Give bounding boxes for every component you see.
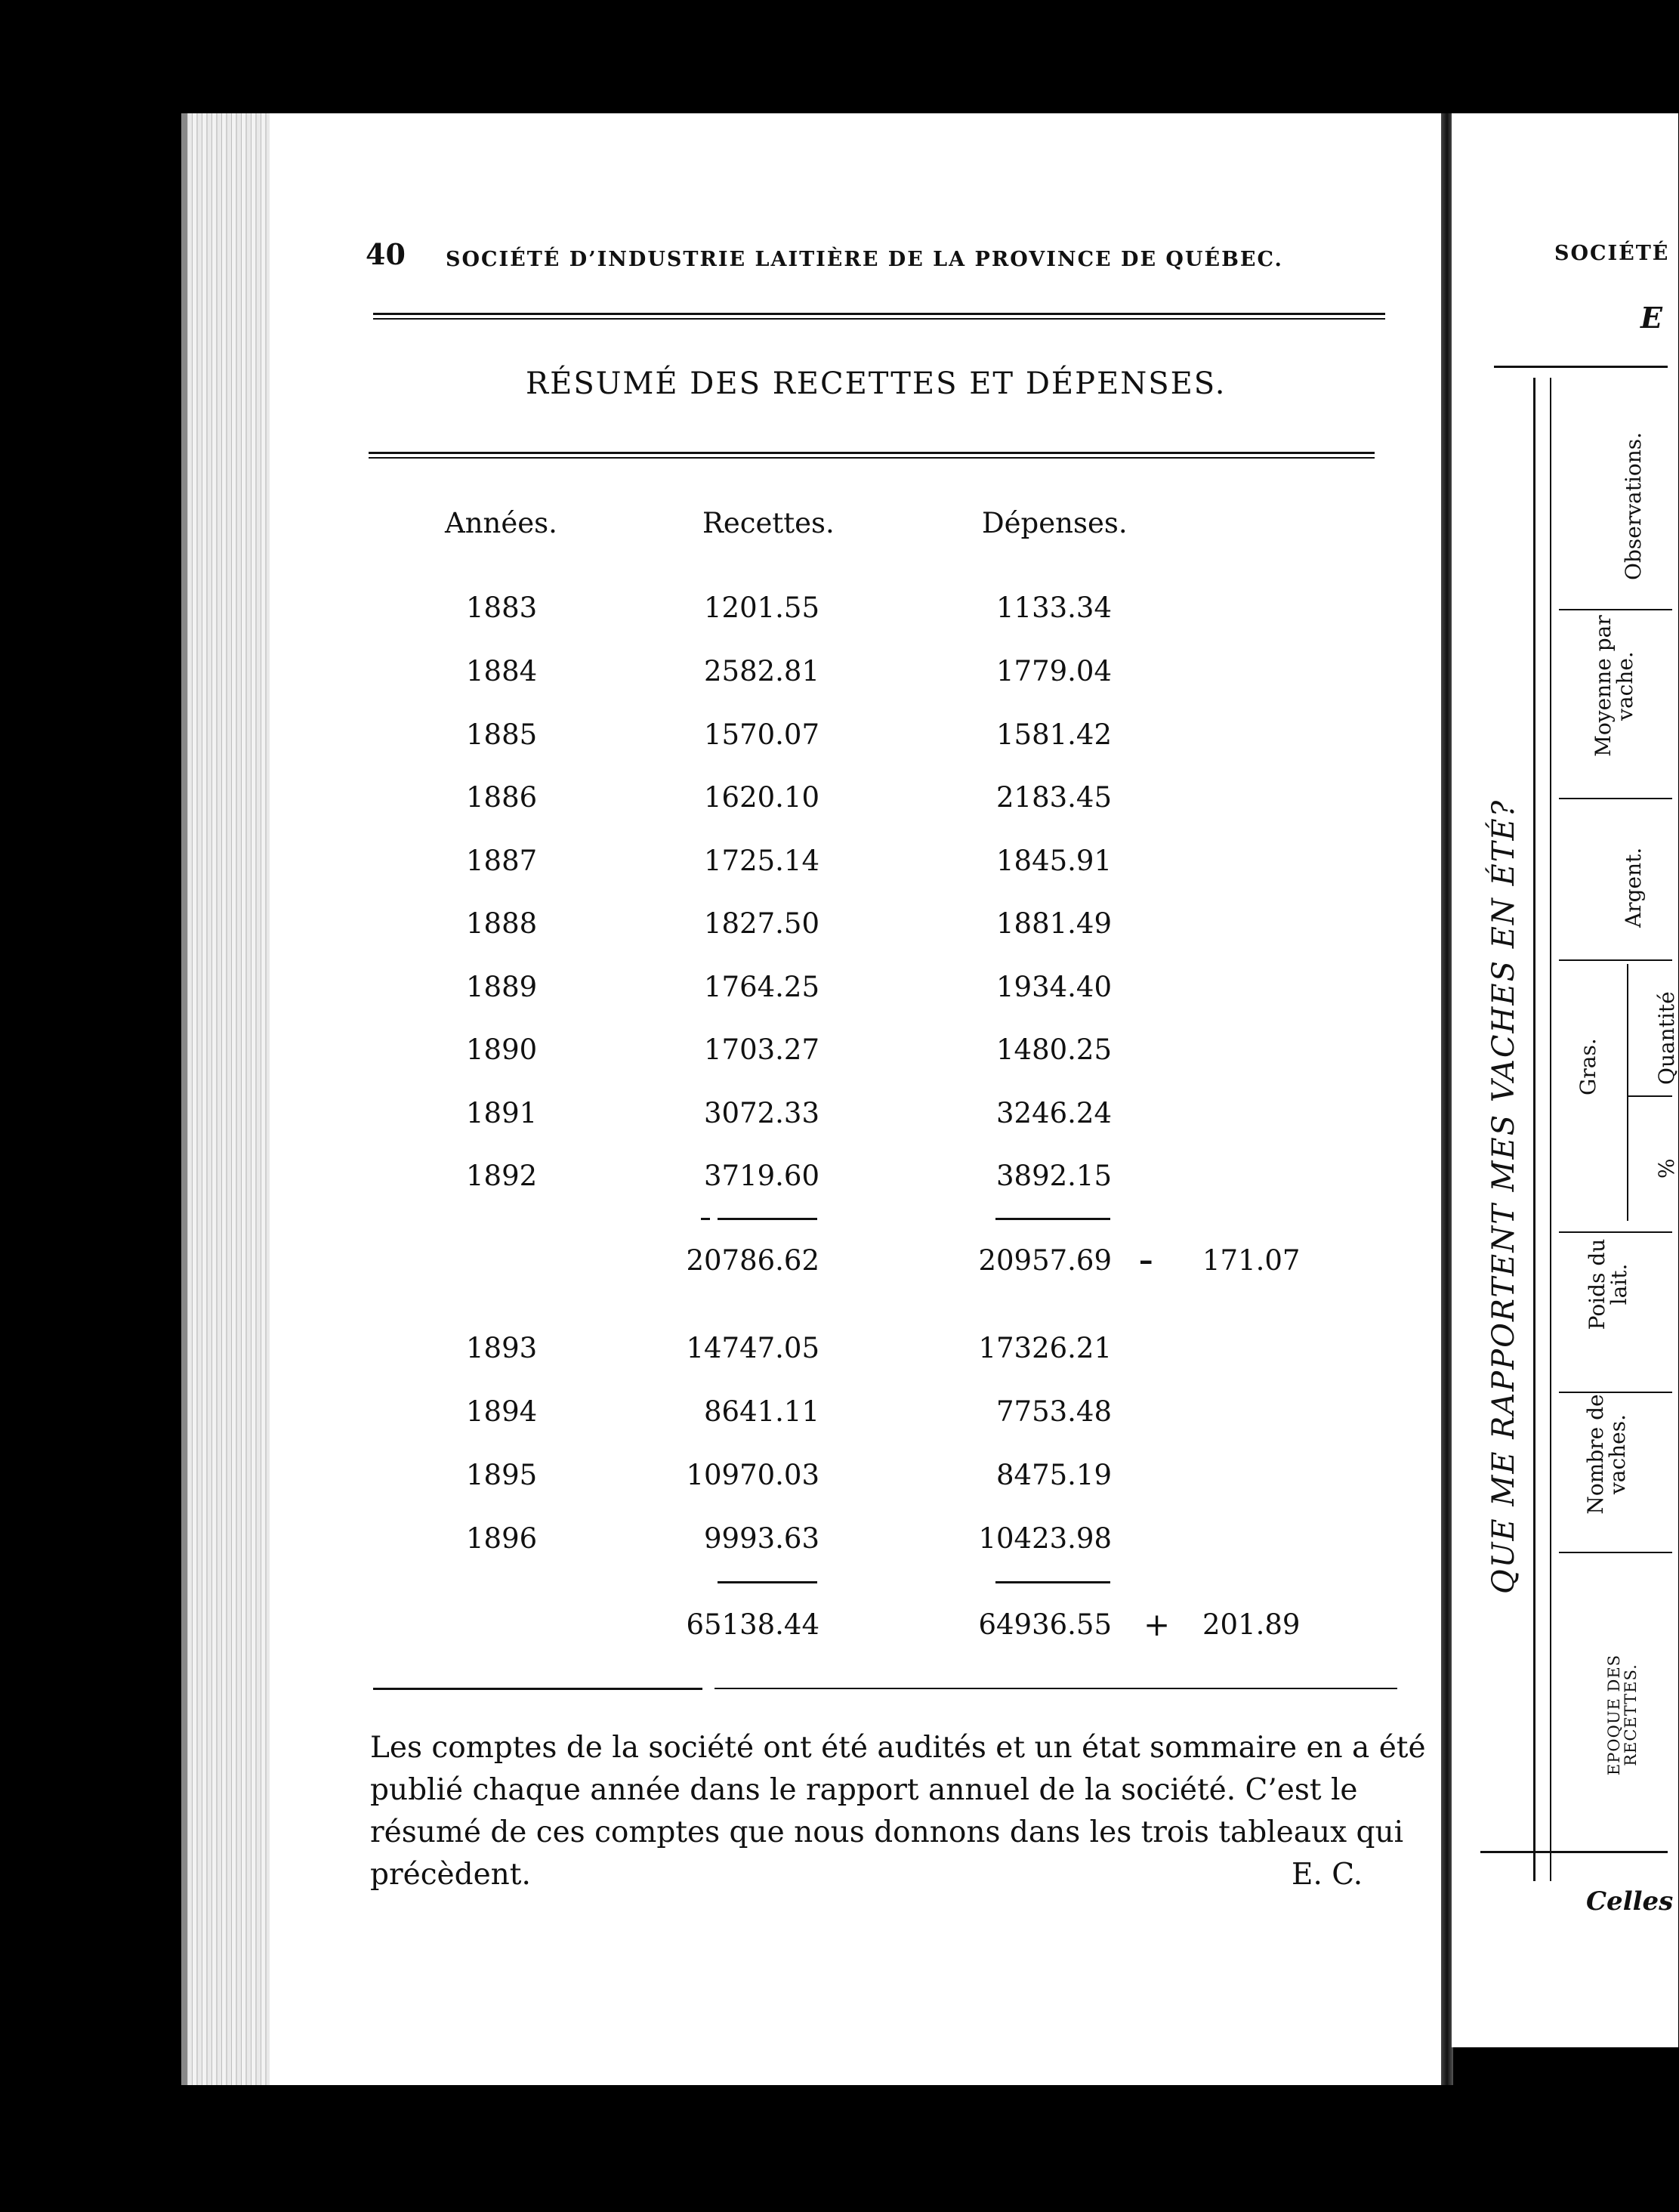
table-frame-left	[1533, 378, 1535, 1881]
paragraph-line: Les comptes de la société ont été audités et un état sommaire en a été	[370, 1731, 1426, 1765]
cell-recettes: 1725.14	[703, 845, 819, 877]
cell-year: 1888	[466, 907, 538, 940]
cell-depenses: 1779.04	[995, 655, 1112, 687]
cell-year: 1893	[466, 1332, 538, 1364]
column-header-recettes: Recettes.	[702, 507, 835, 539]
cell-recettes: 8641.11	[703, 1395, 819, 1428]
page-title: RÉSUMÉ DES RECETTES ET DÉPENSES.	[526, 366, 1227, 401]
right-running-header: SOCIÉTÉ	[1554, 242, 1670, 265]
cell-depenses: 7753.48	[995, 1395, 1112, 1428]
cell-year: 1884	[466, 655, 538, 687]
balance-sign: +	[1144, 1606, 1171, 1643]
cell-depenses: 8475.19	[995, 1459, 1112, 1491]
column-header-annees: Années.	[445, 507, 557, 539]
cell-depenses: 17326.21	[978, 1332, 1112, 1364]
total-balance: 201.89	[1202, 1608, 1301, 1641]
cell-depenses: 1881.49	[995, 907, 1112, 940]
column-header-argent: Argent.	[1621, 847, 1646, 928]
cell-year: 1889	[466, 971, 538, 1003]
table-frame-left-inner	[1550, 378, 1551, 1881]
subtotal-balance: 171.07	[1202, 1244, 1301, 1277]
cell-recettes: 14747.05	[686, 1332, 819, 1364]
sum-rule-recettes	[718, 1218, 817, 1220]
cell-recettes: 1703.27	[703, 1033, 819, 1066]
total-depenses: 64936.55	[978, 1608, 1112, 1641]
sum-rule-depenses	[995, 1581, 1110, 1583]
right-subheader: E	[1640, 301, 1662, 335]
cell-recettes: 1827.50	[703, 907, 819, 940]
cell-recettes: 3072.33	[703, 1097, 819, 1129]
cell-recettes: 3719.60	[703, 1160, 819, 1192]
column-header-gras: Gras.	[1576, 1038, 1600, 1095]
column-header-epoque: EPOQUE DES RECETTES.	[1605, 1654, 1640, 1776]
header-rule-bottom	[373, 318, 1385, 320]
table-divider	[1559, 798, 1672, 799]
cell-recettes: 1620.10	[703, 781, 819, 814]
cell-year: 1894	[466, 1395, 538, 1428]
paragraph-line: résumé de ces comptes que nous donnons dans les trois tableaux qui	[370, 1815, 1404, 1849]
column-header-nombre: Nombre de vaches.	[1583, 1394, 1631, 1515]
cell-year: 1887	[466, 845, 538, 877]
column-header-depenses: Dépenses.	[982, 507, 1128, 539]
table-divider	[1559, 1552, 1672, 1553]
footer-rule-left	[373, 1688, 702, 1690]
cell-depenses: 10423.98	[978, 1522, 1112, 1555]
right-top-rule	[1494, 366, 1668, 368]
gras-subdivider	[1627, 964, 1628, 1221]
cell-year: 1891	[466, 1097, 538, 1129]
sum-rule-recettes	[718, 1581, 817, 1583]
signature: E. C.	[1292, 1858, 1363, 1892]
footer-rule-right	[715, 1688, 1397, 1689]
cell-recettes: 9993.63	[703, 1522, 819, 1555]
balance-sign: –	[1139, 1243, 1153, 1277]
cell-depenses: 1845.91	[995, 845, 1112, 877]
cell-depenses: 1934.40	[995, 971, 1112, 1003]
right-footer-fragment: Celles	[1586, 1886, 1674, 1917]
column-header-observations: Observations.	[1621, 431, 1646, 580]
paragraph-line: précèdent.	[370, 1858, 531, 1892]
subtotal-recettes: 20786.62	[686, 1244, 819, 1277]
cell-depenses: 1581.42	[995, 718, 1112, 751]
right-vertical-title: QUE ME RAPPORTENT MES VACHES EN ÉTÉ?	[1486, 799, 1521, 1594]
table-divider	[1559, 959, 1672, 961]
cell-depenses: 2183.45	[995, 781, 1112, 814]
subtotal-depenses: 20957.69	[978, 1244, 1112, 1277]
sum-rule-depenses	[995, 1218, 1110, 1220]
right-bottom-rule	[1480, 1851, 1668, 1853]
cell-year: 1895	[466, 1459, 538, 1491]
closing-paragraph	[370, 1727, 1426, 1896]
column-header-poids: Poids du lait.	[1585, 1238, 1632, 1330]
cell-year: 1885	[466, 718, 538, 751]
cell-recettes: 1570.07	[703, 718, 819, 751]
header-rule-top	[373, 313, 1385, 315]
total-recettes: 65138.44	[686, 1608, 819, 1641]
paragraph-line: publié chaque année dans le rapport annuel de la société. C’est le	[370, 1773, 1358, 1807]
column-header-quantite: Quantité	[1654, 991, 1679, 1085]
page-edge-stack	[183, 113, 270, 2085]
page-edge-shadow	[181, 113, 187, 2085]
sum-rule-dash	[701, 1218, 710, 1220]
cell-recettes: 1764.25	[703, 971, 819, 1003]
cell-year: 1883	[466, 592, 538, 624]
cell-year: 1886	[466, 781, 538, 814]
title-rule-bottom	[369, 457, 1375, 459]
cell-year: 1892	[466, 1160, 538, 1192]
cell-recettes: 10970.03	[686, 1459, 819, 1491]
page-number: 40	[366, 237, 406, 271]
right-page	[1452, 113, 1678, 2047]
cell-depenses: 1133.34	[995, 592, 1112, 624]
cell-year: 1890	[466, 1033, 538, 1066]
column-header-pourcent: %	[1654, 1158, 1679, 1179]
cell-depenses: 3246.24	[995, 1097, 1112, 1129]
gras-subdivider-h	[1628, 1095, 1672, 1097]
cell-depenses: 1480.25	[995, 1033, 1112, 1066]
running-header: SOCIÉTÉ D’INDUSTRIE LAITIÈRE DE LA PROVINCE DE QUÉBEC.	[446, 248, 1283, 271]
cell-recettes: 2582.81	[703, 655, 819, 687]
cell-depenses: 3892.15	[995, 1160, 1112, 1192]
column-header-moyenne: Moyenne par vache.	[1591, 615, 1638, 757]
cell-recettes: 1201.55	[703, 592, 819, 624]
title-rule-top	[369, 452, 1375, 454]
cell-year: 1896	[466, 1522, 538, 1555]
